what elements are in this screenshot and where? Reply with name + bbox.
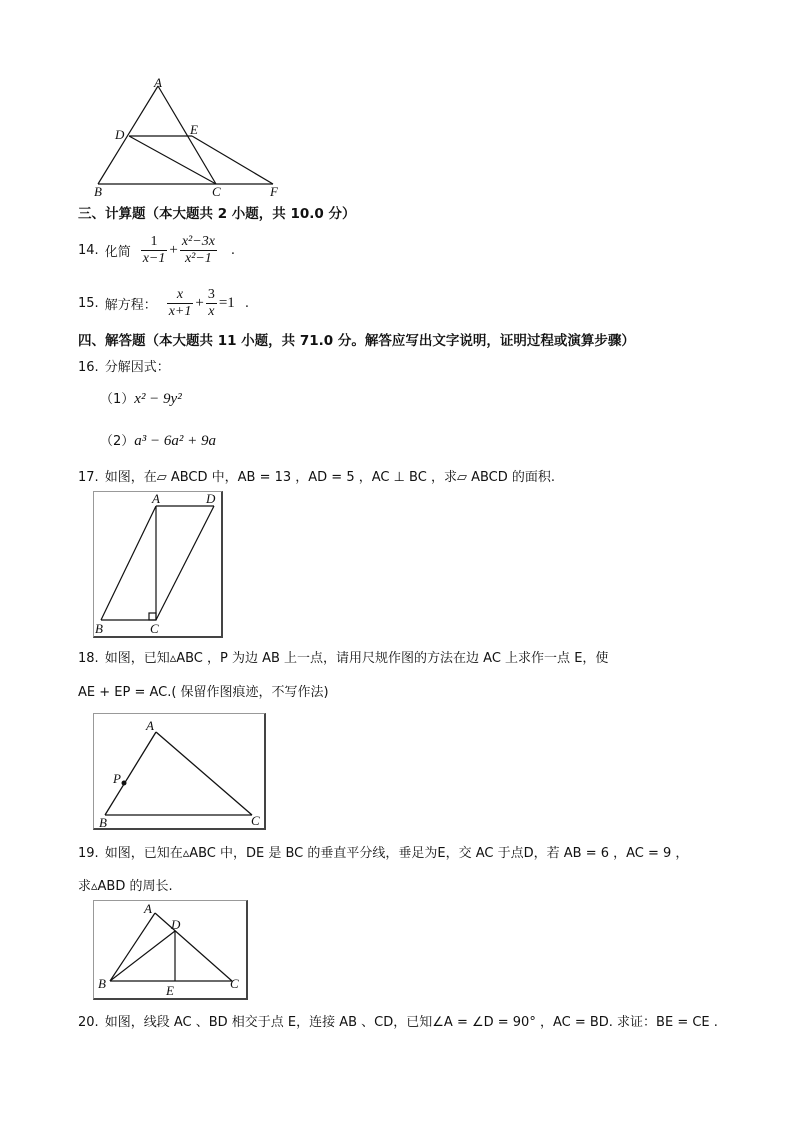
- vertex-label-c: C: [150, 621, 159, 636]
- question-15: [78, 287, 249, 320]
- q15-f1-numerator: x: [176, 287, 184, 302]
- question-16: [78, 356, 170, 375]
- q15-f2-numerator: 3: [207, 287, 215, 302]
- question-14: [78, 234, 235, 267]
- q14-f2-denominator: x²−1: [180, 250, 217, 267]
- q15-f2-denominator: x: [206, 303, 217, 320]
- section-4-heading: 四、解答题（本大题共 11 小题，共 71.0 分。解答应写出文字说明，证明过程或演算步骤）: [78, 333, 635, 349]
- vertex-label-p: P: [113, 771, 121, 786]
- q15-equals: =1: [218, 295, 235, 311]
- q14-f2-numerator: x²−3x: [181, 234, 215, 249]
- section-3-heading: 三、计算题（本大题共 2 小题，共 10.0 分）: [78, 206, 356, 222]
- vertex-label-d: D: [206, 492, 216, 506]
- q18-line-1: 如图，已知▵ABC ，P 为边 AB 上一点，请用尺规作图的方法在边 AC 上求作一点 E，使: [104, 651, 609, 666]
- q16-number: 16.: [78, 360, 99, 375]
- question-18: [78, 647, 608, 666]
- figure-q17-frame: [93, 491, 223, 638]
- question-17: [78, 466, 555, 485]
- q15-fraction-1: [167, 287, 194, 320]
- vertex-label-a: A: [146, 718, 154, 733]
- vertex-label-b: B: [98, 976, 106, 991]
- q15-text: 解方程：: [104, 298, 157, 313]
- question-20: [78, 1011, 718, 1030]
- vertex-label-b: B: [95, 621, 103, 636]
- q16-p2-expression: a³ − 6a² + 9a: [134, 433, 217, 449]
- q16-p1-expression: x² − 9y²: [134, 391, 182, 407]
- point-p: [122, 781, 127, 786]
- q19-line-1: 如图，已知在▵ABC 中，DE 是 BC 的垂直平分线，垂足为E，交 AC 于点D，若 AB = 6 ，AC = 9 ，: [104, 846, 689, 861]
- q15-fraction-2: [206, 287, 217, 320]
- vertex-label-d: D: [115, 127, 125, 142]
- vertex-label-a: A: [152, 492, 160, 506]
- figure-q13: [88, 76, 288, 198]
- q14-text: 化简: [104, 245, 131, 260]
- q14-f1-denominator: x−1: [142, 251, 166, 266]
- q14-plus: +: [169, 242, 178, 258]
- q18-line-2: AE + EP = AC.( 保留作图痕迹，不写作法): [78, 685, 329, 700]
- vertex-label-c: C: [251, 813, 260, 828]
- q20-text: 如图，线段 AC 、BD 相交于点 E，连接 AB 、CD，已知∠A = ∠D = 90° ，AC = BD. 求证：BE = CE .: [104, 1015, 718, 1030]
- q19-line-2: 求▵ABD 的周长.: [78, 879, 173, 894]
- vertex-label-f: F: [270, 184, 278, 198]
- question-19: [78, 842, 688, 861]
- vertex-label-e: E: [190, 122, 198, 137]
- q15-f1-denominator: x+1: [168, 304, 192, 319]
- q16-part-2: [100, 430, 216, 450]
- q15-number: 15.: [78, 296, 99, 311]
- figure-q18-frame: [93, 713, 266, 830]
- q16-p2-label: （2）: [100, 434, 135, 449]
- figure-q18: [94, 714, 264, 828]
- figure-q19-frame: [93, 900, 248, 1000]
- q17-text: 如图，在▱ ABCD 中，AB = 13 ，AD = 5 ，AC ⊥ BC ，求▱ ABCD 的面积.: [104, 470, 556, 485]
- vertex-label-d: D: [171, 917, 181, 932]
- figure-q19: [94, 901, 246, 998]
- q19-number: 19.: [78, 846, 99, 861]
- q15-plus: +: [195, 295, 204, 311]
- q14-f1-numerator: 1: [150, 234, 158, 249]
- figure-q17: [94, 492, 221, 636]
- vertex-label-c: C: [230, 976, 239, 991]
- q18-number: 18.: [78, 651, 99, 666]
- vertex-label-a: A: [144, 901, 152, 916]
- vertex-label-b: B: [99, 815, 107, 828]
- vertex-label-c: C: [212, 184, 221, 198]
- q14-fraction-1: [141, 234, 168, 267]
- q15-end: .: [244, 296, 249, 311]
- q16-p1-label: （1）: [100, 392, 135, 407]
- vertex-label-e: E: [166, 983, 174, 998]
- q20-number: 20.: [78, 1015, 99, 1030]
- q17-number: 17.: [78, 470, 99, 485]
- q14-number: 14.: [78, 243, 99, 258]
- q14-fraction-2: [180, 234, 217, 267]
- vertex-label-b: B: [94, 184, 102, 198]
- vertex-label-a: A: [154, 76, 162, 90]
- q16-text: 分解因式：: [104, 360, 170, 375]
- q14-end: .: [230, 243, 236, 258]
- q16-part-1: [100, 388, 182, 408]
